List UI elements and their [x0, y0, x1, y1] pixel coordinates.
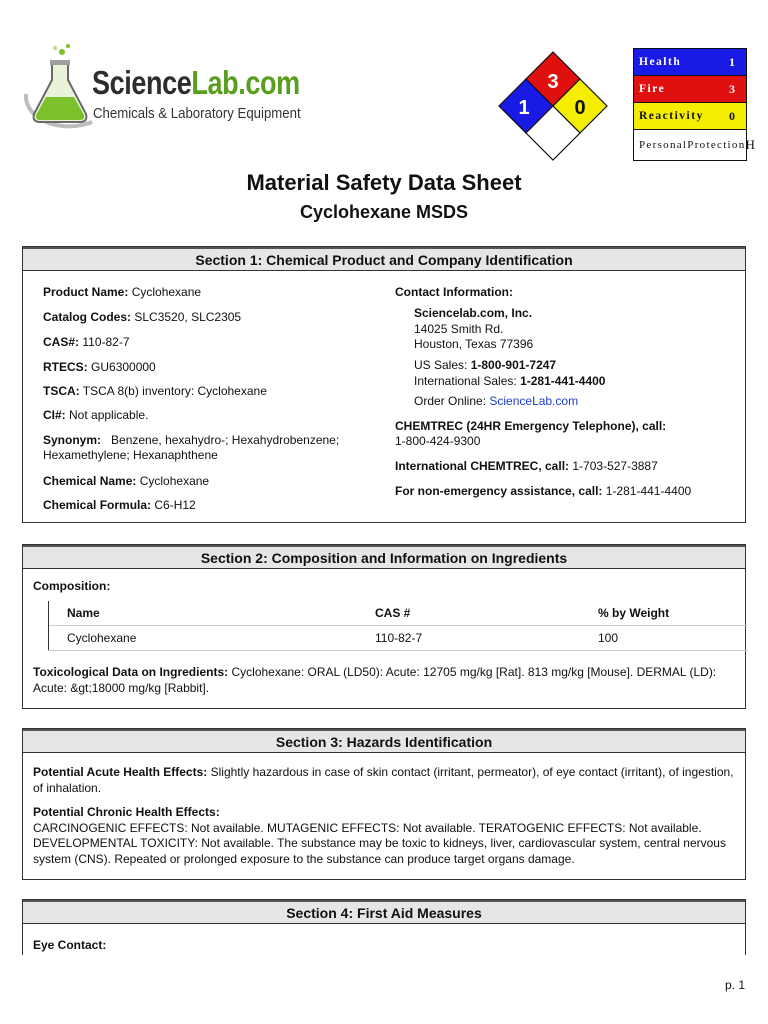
- hazard-rating-table: [633, 48, 755, 161]
- chemical-formula-field: Chemical Formula: C6-H12: [43, 498, 196, 512]
- section-1: [22, 246, 746, 523]
- product-name-field: Product Name: Cyclohexane: [43, 285, 202, 299]
- logo-tagline: Chemicals & Laboratory Equipment: [93, 105, 301, 122]
- hazard-row-personal-protection: Personal Protection H: [634, 130, 746, 160]
- section-3: [22, 728, 746, 880]
- col-header-weight: % by Weight: [598, 606, 670, 620]
- hazard-row-fire: Fire 3: [634, 76, 746, 103]
- toxicological-data: Toxicological Data on Ingredients: Cyclohexane: ORAL (LD50): Acute: 12705 mg/kg [Rat]. 813 mg/kg [Mouse]. DERMAL (LD): Acute: &gt;18000 mg/kg [Rabbit].: [33, 665, 717, 695]
- rtecs-field: RTECS: GU6300000: [43, 360, 156, 374]
- ci-field: CI#: Not applicable.: [43, 408, 149, 422]
- tsca-field: TSCA: TSCA 8(b) inventory: Cyclohexane: [43, 384, 267, 398]
- hazard-row-health: Health 1: [634, 49, 746, 76]
- non-emergency-field: For non-emergency assistance, call: 1-281-441-4400: [395, 484, 692, 498]
- composition-table: [48, 601, 748, 651]
- col-header-name: Name: [49, 601, 358, 626]
- section-1-heading: Section 1: Chemical Product and Company Identification: [23, 247, 745, 271]
- intl-sales-field: International Sales: 1-281-441-4400: [414, 374, 606, 388]
- nfpa-reactivity-value: 0: [574, 97, 586, 119]
- col-header-cas: CAS #: [375, 606, 411, 620]
- nfpa-fire-value: 3: [547, 71, 559, 93]
- chemtrec-field: CHEMTREC (24HR Emergency Telephone), call: 1-800-424-9300: [395, 419, 667, 448]
- cas-field: CAS#: 110-82-7: [43, 335, 130, 349]
- address-line-2: Houston, Texas 77396: [414, 337, 534, 351]
- contact-info-label: Contact Information:: [395, 285, 513, 299]
- hazard-row-reactivity: Reactivity 0: [634, 103, 746, 130]
- logo-brand: ScienceLab.com: [92, 64, 300, 101]
- synonym-field: Synonym: Benzene, hexahydro-; Hexahydrobenzene; Hexamethylene; Hexanaphthene: [43, 433, 340, 462]
- table-row: Cyclohexane 110-82-7 100: [49, 626, 749, 651]
- eye-contact-label: Eye Contact:: [33, 938, 107, 952]
- intl-chemtrec-field: International CHEMTREC, call: 1-703-527-3887: [395, 459, 658, 473]
- order-online-field: Order Online: ScienceLab.com: [414, 394, 579, 408]
- us-sales-field: US Sales: 1-800-901-7247: [414, 358, 557, 372]
- section-4-heading: Section 4: First Aid Measures: [23, 900, 745, 924]
- document-title: Material Safety Data Sheet: [246, 170, 522, 195]
- document-subtitle: Cyclohexane MSDS: [299, 202, 469, 222]
- section-2: [22, 544, 746, 709]
- catalog-codes-field: Catalog Codes: SLC3520, SLC2305: [43, 310, 242, 324]
- acute-health-effects: Potential Acute Health Effects: Slightly hazardous in case of skin contact (irritant, permeator), of eye contact (irritant), of ingestion, of inhalation.: [33, 765, 734, 795]
- chemical-name-field: Chemical Name: Cyclohexane: [43, 474, 210, 488]
- section-2-heading: Section 2: Composition and Information on Ingredients: [23, 545, 745, 569]
- composition-label: Composition:: [33, 579, 111, 593]
- section-3-heading: Section 3: Hazards Identification: [23, 729, 745, 753]
- section-4: [22, 899, 746, 955]
- company-name: Sciencelab.com, Inc.: [414, 306, 533, 320]
- chronic-health-effects: Potential Chronic Health Effects: CARCINOGENIC EFFECTS: Not available. MUTAGENIC EFFECTS: Not available. TERATOGENIC EFFECTS: Not available. DEVELOPMENTAL TOXICITY: Not available. The substance may be toxic to kidneys, liver, cardiovascular system, central nervous system (CNS). Repeated or prolonged exposure to the substance can produce target organs damage.: [33, 805, 726, 866]
- address-line-1: 14025 Smith Rd.: [414, 322, 504, 336]
- page-number: p. 1: [724, 978, 745, 992]
- nfpa-health-value: 1: [518, 97, 530, 119]
- nfpa-diamond: [497, 50, 609, 166]
- order-online-link[interactable]: ScienceLab.com: [489, 394, 579, 408]
